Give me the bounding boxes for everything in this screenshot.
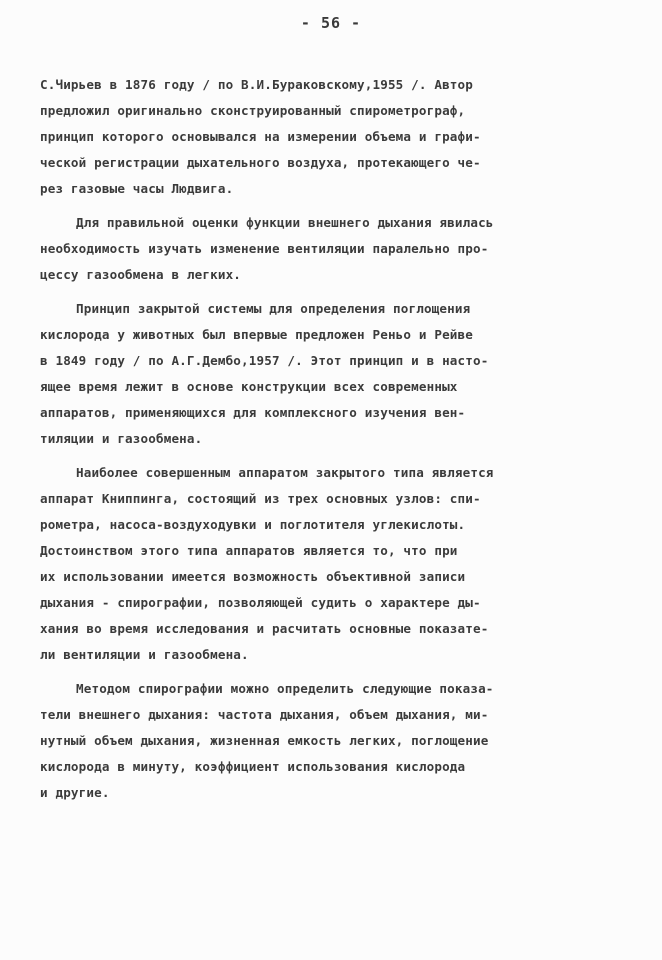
text-line: тиляции и газообмена.	[40, 431, 203, 446]
text-line: ческой регистрации дыхательного воздуха, протекающего че-	[40, 155, 481, 170]
text-line: ли вентиляции и газообмена.	[40, 647, 249, 662]
text-line: Методом спирографии можно определить следующие показа-	[76, 681, 494, 696]
text-line: и другие.	[40, 785, 110, 800]
text-line: аппарат Книппинга, состоящий из трех основных узлов: спи-	[40, 491, 481, 506]
paragraph-2	[40, 210, 640, 288]
text-line: Для правильной оценки функции внешнего дыхания явилась	[76, 215, 494, 230]
text-line: рез газовые часы Людвига.	[40, 181, 234, 196]
text-line: необходимость изучать изменение вентиляции паралельно про-	[40, 241, 489, 256]
text-line: принцип которого основывался на измерении объема и графи-	[40, 129, 481, 144]
text-line: Достоинством этого типа аппаратов является то, что при	[40, 543, 458, 558]
text-line: хания во время исследования и расчитать основные показате-	[40, 621, 489, 636]
text-line: нутный объем дыхания, жизненная емкость легких, поглощение	[40, 733, 489, 748]
text-line: рометра, насоса-воздуходувки и поглотителя углекислоты.	[40, 517, 466, 532]
paragraph-1	[40, 72, 640, 202]
text-line: цессу газообмена в легких.	[40, 267, 242, 282]
body-text	[40, 72, 640, 806]
text-line: кислорода в минуту, коэффициент использования кислорода	[40, 759, 466, 774]
text-line: С.Чирьев в 1876 году / по В.И.Бураковскому,1955 /. Автор	[40, 77, 473, 92]
text-line: Наиболее совершенным аппаратом закрытого типа является	[76, 465, 494, 480]
page-number: - 56 -	[300, 14, 362, 32]
text-line: их использовании имеется возможность объективной записи	[40, 569, 466, 584]
text-line: кислорода у животных был впервые предложен Реньо и Рейве	[40, 327, 473, 342]
paragraph-4	[40, 460, 640, 668]
text-line: ящее время лежит в основе конструкции всех современных	[40, 379, 458, 394]
text-line: дыхания - спирографии, позволяющей судить о характере ды-	[40, 595, 481, 610]
paragraph-5	[40, 676, 640, 806]
text-line: Принцип закрытой системы для определения поглощения	[76, 301, 471, 316]
paragraph-3	[40, 296, 640, 452]
text-line: тели внешнего дыхания: частота дыхания, объем дыхания, ми-	[40, 707, 489, 722]
text-line: аппаратов, применяющихся для комплексного изучения вен-	[40, 405, 466, 420]
text-line: в 1849 году / по А.Г.Дембо,1957 /. Этот принцип и в насто-	[40, 353, 489, 368]
text-line: предложил оригинально сконструированный спирометрограф,	[40, 103, 466, 118]
